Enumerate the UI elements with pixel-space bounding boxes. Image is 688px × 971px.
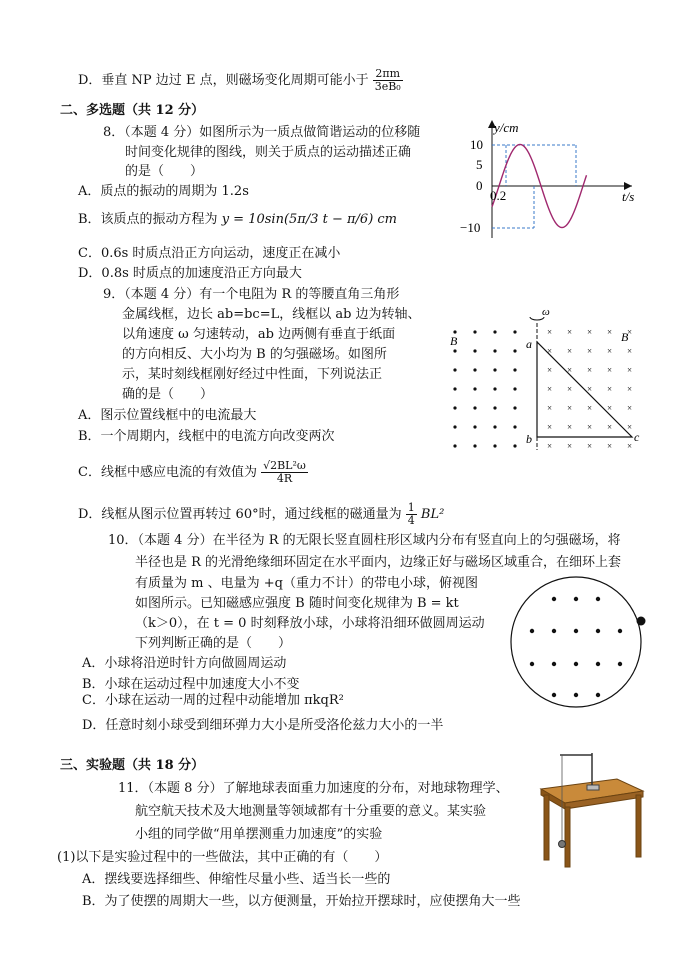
ring-field-dot — [530, 662, 534, 666]
ring-field-dot — [552, 629, 556, 633]
field-dot — [493, 387, 496, 390]
field-dot — [453, 349, 456, 352]
field-cross: × — [607, 422, 613, 432]
graph-tick-10: 10 — [470, 137, 483, 152]
graph-tick-0-2: 0.2 — [490, 188, 507, 203]
pendulum-apparatus-figure — [535, 745, 650, 870]
q11-stem-1: 11．（本题 8 分）了解地球表面重力加速度的分布，对地球物理学、 — [118, 781, 509, 796]
field-cross: × — [627, 403, 633, 413]
field-dot — [493, 444, 496, 447]
field-dot — [453, 368, 456, 371]
q9-c-frac-den: 4R — [276, 472, 293, 485]
label-omega: ω — [542, 306, 550, 318]
field-cross: × — [627, 441, 633, 451]
label-vertex-a: a — [526, 337, 532, 351]
q9-option-a: A．图示位置线框中的电流最大 — [78, 408, 257, 423]
q9-option-c-text: C．线框中感应电流的有效值为 — [78, 465, 257, 480]
field-cross: × — [587, 365, 593, 375]
field-cross: × — [587, 441, 593, 451]
q9-stem-6: 确的是（ ） — [122, 387, 214, 402]
field-cross: × — [607, 346, 613, 356]
graph-x-label: t/s — [622, 189, 635, 204]
ring-field-figure — [505, 570, 650, 715]
table-leg-2 — [565, 807, 570, 867]
q11-subquestion-1: (1)以下是实验过程中的一些做法，其中正确的有（ ） — [57, 850, 388, 865]
q10-option-d: D．任意时刻小球受到细环弹力大小是所受洛伦兹力大小的一半 — [82, 718, 444, 733]
q7-d-frac-num: 2πm — [373, 68, 403, 81]
q9-c-frac-num: √2BL²ω — [263, 459, 306, 472]
q8-option-a: A．质点的振动的周期为 1.2s — [78, 184, 249, 199]
charged-ball — [637, 617, 646, 626]
field-dot — [513, 425, 516, 428]
field-cross: × — [627, 346, 633, 356]
section-2-title: 二、多选题（共 12 分） — [60, 103, 205, 118]
ring-field-dot — [596, 629, 600, 633]
field-dot — [453, 387, 456, 390]
field-dot — [513, 349, 516, 352]
ring-field-dot — [596, 662, 600, 666]
q9-c-fraction — [261, 460, 308, 485]
field-dot — [493, 349, 496, 352]
field-dot — [453, 444, 456, 447]
field-cross: × — [567, 384, 573, 394]
oscillation-graph — [452, 118, 642, 243]
field-cross: × — [587, 403, 593, 413]
label-b-right: B — [621, 330, 629, 344]
field-dot — [493, 425, 496, 428]
q9-option-b: B．一个周期内，线框中的电流方向改变两次 — [78, 429, 335, 444]
q10-stem-2: 半径也是 R 的光滑绝缘细环固定在水平面内，边缘正好与磁场区域重合，在细环上套 — [135, 555, 622, 570]
table-leg-1 — [544, 795, 549, 860]
q8-option-b — [78, 212, 397, 228]
ring-field-dot — [574, 662, 578, 666]
section-3-title: 三、实验题（共 18 分） — [60, 758, 205, 773]
q11-stem-3: 小组的同学做“用单摆测重力加速度”的实验 — [135, 827, 383, 842]
q9-d-post: BL² — [420, 507, 445, 522]
field-cross: × — [587, 384, 593, 394]
q9-d-fraction — [406, 502, 417, 527]
field-dot — [473, 368, 476, 371]
field-cross: × — [627, 384, 633, 394]
q9-stem-3: 以角速度 ω 匀速转动，ab 边两侧有垂直于纸面 — [122, 327, 396, 342]
field-cross: × — [547, 403, 553, 413]
field-cross: × — [587, 327, 593, 337]
magnetic-field-figure — [440, 305, 650, 465]
q9-stem-4: 的方向相反、大小均为 B 的匀强磁场。如图所 — [122, 347, 387, 362]
field-cross: × — [627, 327, 633, 337]
ring-field-dot — [574, 597, 578, 601]
field-cross: × — [567, 346, 573, 356]
field-cross: × — [607, 441, 613, 451]
q9-option-c — [78, 460, 308, 485]
q7-d-frac-den: 3eB₀ — [374, 80, 401, 93]
field-dot — [453, 406, 456, 409]
field-dot — [493, 330, 496, 333]
q10-option-a: A．小球将沿逆时针方向做圆周运动 — [82, 656, 287, 671]
label-vertex-c: c — [634, 430, 640, 444]
table-leg-3 — [636, 795, 641, 857]
field-dot — [493, 406, 496, 409]
q8-option-b-text: B．该质点的振动方程为 — [78, 212, 218, 227]
q9-option-d — [78, 502, 444, 527]
field-cross: × — [547, 441, 553, 451]
field-dot — [473, 349, 476, 352]
field-cross: × — [547, 365, 553, 375]
graph-tick-5: 5 — [476, 157, 483, 172]
field-dot — [473, 444, 476, 447]
q11-option-b: B．为了使摆的周期大一些，以方便测量，开始拉开摆球时，应使摆角大一些 — [82, 894, 521, 909]
field-cross: × — [607, 327, 613, 337]
insulating-ring — [511, 577, 641, 707]
pendulum-bob — [559, 841, 566, 848]
field-cross: × — [547, 384, 553, 394]
graph-tick-minus-10: −10 — [460, 220, 481, 235]
field-cross: × — [627, 422, 633, 432]
field-dots-out — [453, 330, 516, 447]
field-crosses-in — [547, 327, 632, 451]
ring-field-dot — [574, 693, 578, 697]
q9-stem-2: 金属线框，边长 ab=bc=L，线框以 ab 边为转轴、 — [122, 307, 421, 322]
q7-d-fraction — [373, 68, 403, 93]
field-cross: × — [567, 441, 573, 451]
field-dot — [513, 444, 516, 447]
q9-stem-1: 9．（本题 4 分）有一个电阻为 R 的等腰直角三角形 — [103, 287, 400, 302]
q10-stem-1: 10．（本题 4 分）在半径为 R 的无限长竖直圆柱形区域内分布有竖直向上的匀强磁场，将 — [108, 533, 621, 548]
field-cross: × — [627, 365, 633, 375]
q8-stem-3: 的是（ ） — [125, 164, 204, 179]
field-cross: × — [607, 403, 613, 413]
q8-stem-1: 8．（本题 4 分）如图所示为一质点做简谐运动的位移随 — [103, 125, 421, 140]
q11-option-a: A．摆线要选择细些、伸缩性尽量小些、适当长一些的 — [82, 872, 391, 887]
field-cross: × — [587, 346, 593, 356]
q10-stem-4: 如图所示。已知磁感应强度 B 随时间变化规律为 B = kt — [135, 596, 459, 611]
q8-option-c: C．0.6s 时质点沿正方向运动，速度正在减小 — [78, 246, 341, 261]
field-cross: × — [567, 365, 573, 375]
ring-field-dots — [530, 597, 622, 697]
ring-field-dot — [552, 662, 556, 666]
graph-tick-0: 0 — [476, 178, 483, 193]
q9-d-frac-num: 1 — [407, 501, 415, 514]
q10-stem-3: 有质量为 m 、电量为 +q（重力不计）的带电小球，俯视图 — [135, 576, 478, 591]
field-dot — [473, 330, 476, 333]
q8-equation: y = 10sin(5π/3 t − π/6) cm — [221, 212, 398, 227]
field-dot — [513, 387, 516, 390]
field-cross: × — [587, 422, 593, 432]
q9-stem-5: 示，某时刻线框刚好经过中性面，下列说法正 — [122, 367, 383, 382]
field-dot — [513, 406, 516, 409]
field-cross: × — [567, 327, 573, 337]
field-cross: × — [547, 346, 553, 356]
field-dot — [493, 368, 496, 371]
ring-field-dot — [596, 597, 600, 601]
q10-option-b: B．小球在运动过程中加速度大小不变 — [82, 677, 300, 692]
q10-stem-6: 下列判断正确的是（ ） — [135, 636, 292, 651]
q7-option-d — [78, 68, 403, 93]
field-dot — [473, 425, 476, 428]
stand-base — [587, 785, 599, 790]
ring-field-dot — [574, 629, 578, 633]
field-cross: × — [567, 403, 573, 413]
q11-stem-2: 航空航天技术及大地测量等领域都有十分重要的意义。某实验 — [135, 804, 487, 819]
field-dot — [473, 406, 476, 409]
field-cross: × — [547, 422, 553, 432]
ring-field-dot — [596, 693, 600, 697]
field-cross: × — [607, 365, 613, 375]
q8-stem-2: 时间变化规律的图线，则关于质点的运动描述正确 — [125, 145, 412, 160]
ring-field-dot — [618, 662, 622, 666]
q9-d-frac-den: 4 — [407, 514, 415, 527]
label-vertex-b: b — [526, 432, 532, 446]
ring-field-dot — [530, 629, 534, 633]
field-dot — [453, 425, 456, 428]
q7-option-d-text: D．垂直 NP 边过 E 点，则磁场变化周期可能小于 — [78, 73, 369, 88]
ring-field-dot — [618, 629, 622, 633]
field-cross: × — [547, 327, 553, 337]
ring-field-dot — [552, 597, 556, 601]
q10-stem-5: （k＞0），在 t = 0 时刻释放小球，小球将沿细环做圆周运动 — [135, 616, 485, 631]
label-b-left: B — [450, 334, 458, 348]
q10-option-c: C．小球在运动一周的过程中动能增加 πkqR² — [82, 693, 344, 708]
ring-field-dot — [552, 693, 556, 697]
q8-option-d: D．0.8s 时质点的加速度沿正方向最大 — [78, 266, 302, 281]
q9-option-d-text: D．线框从图示位置再转过 60°时，通过线框的磁通量为 — [78, 507, 402, 522]
field-dot — [513, 330, 516, 333]
field-cross: × — [607, 384, 613, 394]
field-dot — [513, 368, 516, 371]
field-cross: × — [567, 422, 573, 432]
graph-y-label: y/cm — [494, 120, 519, 135]
field-dot — [473, 387, 476, 390]
